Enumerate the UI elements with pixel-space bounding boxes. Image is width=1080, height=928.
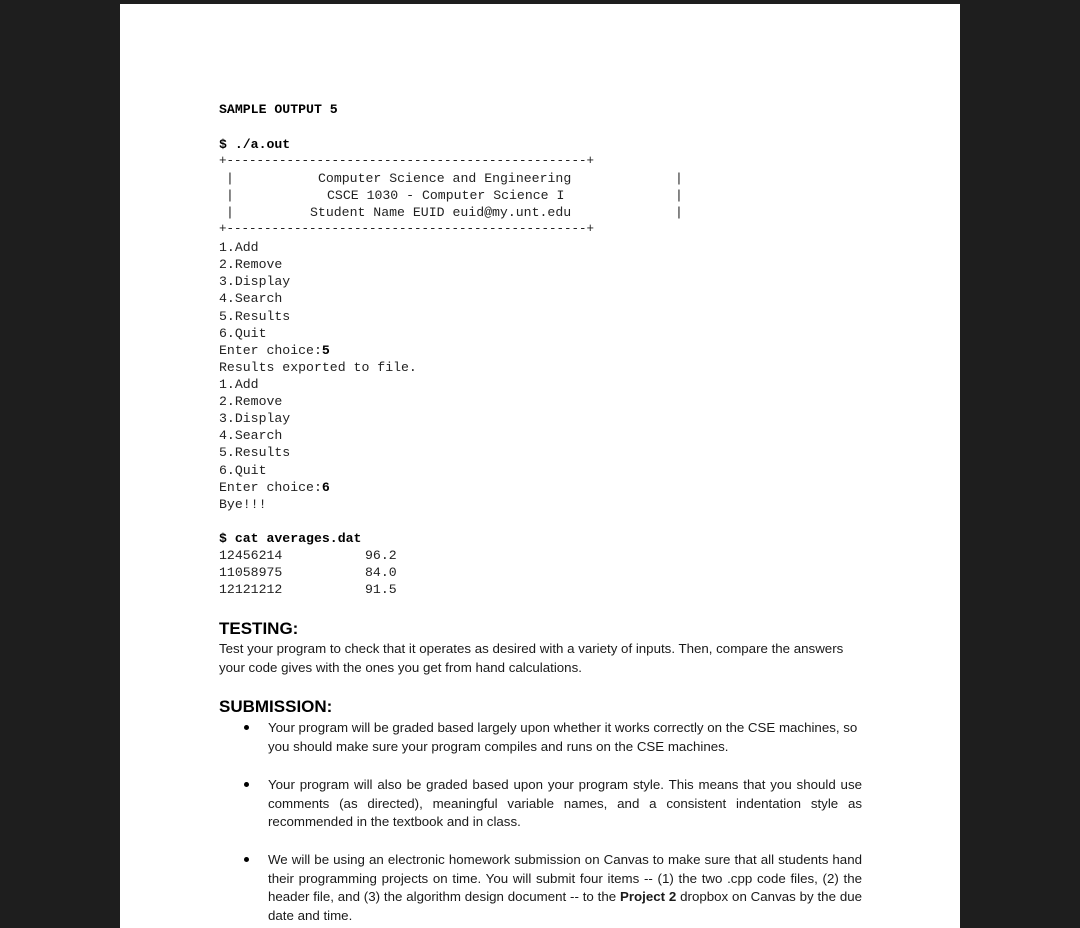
choice-value-2: 6 xyxy=(321,480,330,495)
export-message: Results exported to file. xyxy=(219,360,417,375)
box-line-student: Student Name EUID euid@my.unt.edu xyxy=(310,205,572,220)
box-side-right-3: | xyxy=(675,205,683,220)
prompt-label: Enter choice: xyxy=(219,480,322,495)
submission-heading: SUBMISSION: xyxy=(219,697,333,716)
bullet-3-text-end: dropbox on Canvas by the due date and time. xyxy=(268,889,863,923)
average-id: 12121212 xyxy=(219,582,283,597)
choice-prompt-1 xyxy=(219,343,330,358)
box-border-bottom: +------------------------------------------------+ xyxy=(219,222,595,236)
prompt-label: Enter choice: xyxy=(219,343,322,358)
menu-item-search: 4.Search xyxy=(219,428,283,443)
bullet-icon xyxy=(244,857,249,862)
box-line-dept: Computer Science and Engineering xyxy=(318,171,572,186)
choice-prompt-2 xyxy=(219,480,330,495)
cat-command: $ cat averages.dat xyxy=(219,531,362,546)
box-side-right-2: | xyxy=(675,188,683,203)
box-side-left-1: | xyxy=(226,171,234,186)
bullet-icon xyxy=(244,725,249,730)
choice-value-1: 5 xyxy=(321,343,330,358)
menu-item-add: 1.Add xyxy=(219,377,259,392)
run-command: $ ./a.out xyxy=(219,137,291,152)
box-side-left-3: | xyxy=(226,205,234,220)
testing-text: Test your program to check that it operates as desired with a variety of inputs. Then, compare the answers your code gives with the ones you get from hand calculations. xyxy=(219,641,844,675)
menu-item-results: 5.Results xyxy=(219,445,291,460)
submission-bullet-1: Your program will be graded based largely upon whether it works correctly on the CSE machines, so you should make sure your program compiles and runs on the CSE machines. xyxy=(268,720,858,754)
menu-item-display: 3.Display xyxy=(219,411,291,426)
bullet-icon xyxy=(244,782,249,787)
menu-item-quit: 6.Quit xyxy=(219,326,267,341)
project-2-label: Project 2 xyxy=(619,889,677,904)
testing-heading: TESTING: xyxy=(219,619,299,638)
box-line-course: CSCE 1030 - Computer Science I xyxy=(327,188,565,203)
menu-item-remove: 2.Remove xyxy=(219,257,283,272)
average-value: 91.5 xyxy=(365,582,397,597)
submission-bullet-2: Your program will also be graded based upon your program style. This means that you should use comments (as directed), meaningful variable names, and a consistent indentation style as recommended in the textbook and in class. xyxy=(268,777,862,829)
menu-item-remove: 2.Remove xyxy=(219,394,283,409)
menu-item-search: 4.Search xyxy=(219,291,283,306)
box-side-right-1: | xyxy=(675,171,683,186)
menu-item-results: 5.Results xyxy=(219,309,291,324)
box-side-left-2: | xyxy=(226,188,234,203)
box-border-top: +------------------------------------------------+ xyxy=(219,154,595,168)
average-value: 96.2 xyxy=(365,548,397,563)
average-id: 11058975 xyxy=(219,565,283,580)
menu-item-add: 1.Add xyxy=(219,240,259,255)
average-value: 84.0 xyxy=(365,565,397,580)
document-page xyxy=(120,4,960,928)
submission-bullet-3 xyxy=(268,851,862,925)
bullet-3-text: We will be using an electronic homework submission on Canvas to make sure that all students hand their programming projects on time. You will submit four items -- (1) the two .cpp code files, (2) the header file, and (3) the algorithm design document -- to the xyxy=(268,852,862,904)
menu-item-quit: 6.Quit xyxy=(219,463,267,478)
bye-message: Bye!!! xyxy=(219,497,267,512)
menu-item-display: 3.Display xyxy=(219,274,291,289)
sample-output-heading: SAMPLE OUTPUT 5 xyxy=(219,102,338,117)
average-id: 12456214 xyxy=(219,548,283,563)
